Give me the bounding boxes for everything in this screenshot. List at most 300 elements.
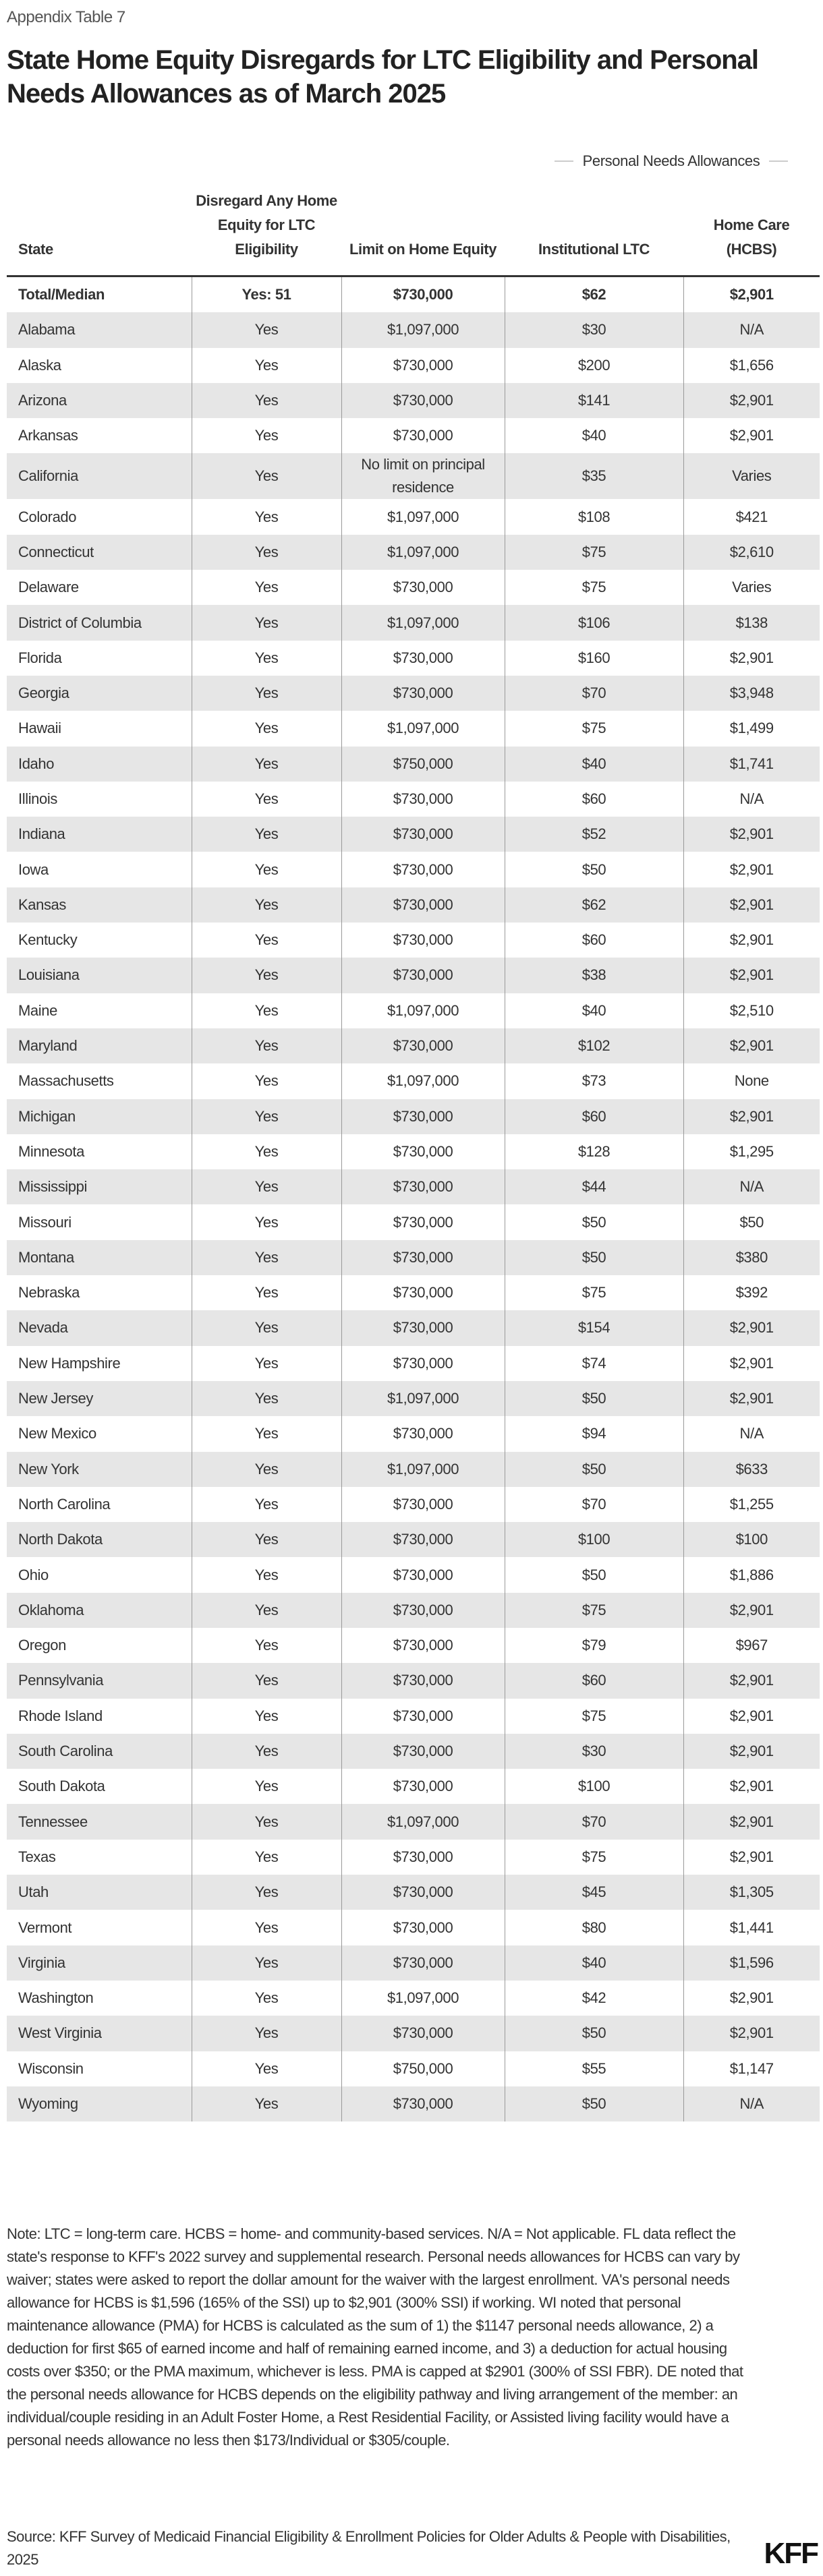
cell-state: Maryland <box>7 1028 192 1063</box>
table-row <box>7 1416 820 1451</box>
cell-limit: $730,000 <box>341 1593 505 1628</box>
cell-limit: $730,000 <box>341 1945 505 1981</box>
table-row <box>7 1945 820 1981</box>
cell-state: Arizona <box>7 383 192 418</box>
table-note: Note: LTC = long-term care. HCBS = home- and community-based services. N/A = Not applicable. FL data reflect the state's response to KFF's 2022 survey and supplemental research. Personal needs allowances for HCBS can vary by waiver; states were asked to report the dollar amount for the waiver with the largest enrollment. VA's personal needs allowance for HCBS is $1,596 (165% of the SSI) up to $2,901 (300% SSI) if working. WI noted that personal maintenance allowance (PMA) for HCBS is calculated as the sum of 1) the $1147 personal needs allowance, 2) a deduction for first $65 of earned income and half of remaining earned income, and 3) a deduction for actual housing costs over $350; or the PMA maximum, whichever is less. PMA is capped at $2901 (300% of SSI FBR). DE noted that the personal needs allowance for HCBS depends on the eligibility pathway and living arrangement of the member: an individual/couple residing in an Adult Foster Home, a Rest Residential Facility, or Assisted living facility would have a personal needs allowance no less then $173/Individual or $305/couple. <box>7 2225 743 2449</box>
cell-institutional: $75 <box>505 1699 683 1734</box>
table-row <box>7 676 820 711</box>
cell-state: Utah <box>7 1875 192 1910</box>
group-divider-right <box>769 160 788 162</box>
cell-disregard: Yes <box>192 1204 341 1239</box>
cell-limit: $730,000 <box>341 817 505 852</box>
table-row <box>7 782 820 817</box>
cell-institutional: $70 <box>505 676 683 711</box>
cell-state: Tennessee <box>7 1804 192 1839</box>
table-row <box>7 958 820 993</box>
table-row <box>7 1028 820 1063</box>
cell-disregard: Yes <box>192 887 341 923</box>
cell-home-care: N/A <box>683 1169 820 1204</box>
table-row <box>7 1310 820 1345</box>
cell-state: Nevada <box>7 1310 192 1345</box>
cell-disregard: Yes <box>192 1240 341 1275</box>
cell-institutional: $40 <box>505 747 683 782</box>
cell-home-care: $2,901 <box>683 923 820 958</box>
cell-home-care: $2,901 <box>683 383 820 418</box>
cell-limit: $1,097,000 <box>341 535 505 570</box>
cell-state: Maine <box>18 1001 57 1019</box>
cell-limit: $1,097,000 <box>341 1452 505 1487</box>
cell-institutional: $75 <box>505 570 683 605</box>
cell-home-care: $2,901 <box>683 958 820 993</box>
cell-disregard: Yes <box>192 535 341 570</box>
cell-limit: $730,000 <box>341 1416 505 1451</box>
cell-state: Pennsylvania <box>7 1663 192 1698</box>
table-row <box>7 1275 820 1310</box>
cell-institutional: $154 <box>505 1310 683 1345</box>
cell-state: Nebraska <box>18 1284 80 1301</box>
cell-home-care: $2,901 <box>683 641 820 676</box>
cell-state: Washington <box>18 1989 94 2007</box>
table-row <box>7 312 820 347</box>
cell-state: Virginia <box>7 1945 192 1981</box>
cell-limit: $730,000 <box>341 1275 505 1310</box>
cell-home-care: $138 <box>683 605 820 640</box>
cell-home-care: $633 <box>683 1452 820 1487</box>
cell-home-care: $2,901 <box>683 1099 820 1134</box>
table-row <box>7 1346 820 1381</box>
column-group-header <box>526 152 816 170</box>
cell-state: Illinois <box>18 790 57 807</box>
cell-disregard: Yes <box>192 676 341 711</box>
cell-institutional: $50 <box>505 1381 683 1416</box>
total-row <box>7 276 820 313</box>
cell-state: Wisconsin <box>18 2059 84 2077</box>
cell-home-care: $1,656 <box>683 348 820 383</box>
cell-home-care: $2,901 <box>683 1840 820 1875</box>
table-row <box>7 817 820 852</box>
cell-disregard: Yes <box>192 852 341 887</box>
cell-disregard: Yes <box>192 1910 341 1945</box>
cell-state: Georgia <box>7 676 192 711</box>
table-row <box>7 2086 820 2121</box>
cell-state: Arkansas <box>18 427 78 444</box>
cell-home-care: $1,441 <box>683 1910 820 1945</box>
table-row <box>7 418 820 453</box>
cell-institutional: $75 <box>505 1840 683 1875</box>
cell-institutional: $40 <box>505 418 683 453</box>
cell-disregard: Yes <box>192 2086 341 2121</box>
cell-state: New Hampshire <box>18 1354 121 1372</box>
cell-home-care: $1,886 <box>683 1557 820 1592</box>
cell-state: Alabama <box>7 312 192 347</box>
cell-institutional: $75 <box>505 1275 683 1310</box>
cell-disregard: Yes <box>192 1663 341 1698</box>
cell-home-care: $1,147 <box>683 2051 820 2086</box>
cell-home-care: $2,901 <box>683 1699 820 1734</box>
cell-disregard: Yes <box>192 312 341 347</box>
cell-disregard: Yes <box>192 499 341 534</box>
cell-state: Total/Median <box>18 286 105 303</box>
table-row <box>7 1804 820 1839</box>
cell-state: Missouri <box>18 1213 72 1231</box>
cell-limit: $1,097,000 <box>341 993 505 1028</box>
cell-home-care: None <box>683 1063 820 1099</box>
cell-home-care: $3,948 <box>683 676 820 711</box>
cell-state: Delaware <box>18 579 79 596</box>
cell-state: Montana <box>7 1240 192 1275</box>
cell-disregard: Yes <box>192 348 341 383</box>
cell-institutional: $40 <box>505 993 683 1028</box>
table-row <box>7 1734 820 1769</box>
cell-institutional: $102 <box>505 1028 683 1063</box>
cell-state: District of Columbia <box>7 605 192 640</box>
cell-institutional: $100 <box>505 1769 683 1804</box>
cell-home-care: $2,901 <box>683 1804 820 1839</box>
table-row <box>7 453 820 499</box>
table-row <box>7 2016 820 2051</box>
cell-state: Ohio <box>18 1566 49 1583</box>
cell-institutional: $75 <box>505 1593 683 1628</box>
cell-home-care: $2,901 <box>683 1346 820 1381</box>
cell-institutional: $75 <box>505 535 683 570</box>
cell-disregard: Yes <box>192 1099 341 1134</box>
cell-institutional: $100 <box>505 1522 683 1557</box>
cell-state: Iowa <box>18 860 49 878</box>
cell-state: Colorado <box>18 508 77 525</box>
cell-disregard: Yes <box>192 1769 341 1804</box>
cell-state: North Carolina <box>18 1495 111 1513</box>
cell-institutional: $79 <box>505 1628 683 1663</box>
cell-home-care: $2,901 <box>683 1028 820 1063</box>
cell-home-care: Varies <box>683 453 820 499</box>
cell-home-care: $2,901 <box>683 1381 820 1416</box>
cell-institutional: $200 <box>505 348 683 383</box>
cell-home-care: $1,741 <box>683 747 820 782</box>
cell-limit: $730,000 <box>341 782 505 817</box>
cell-disregard: Yes <box>192 1522 341 1557</box>
cell-disregard: Yes <box>192 1134 341 1169</box>
table-row <box>7 1134 820 1169</box>
cell-home-care: $2,901 <box>683 1769 820 1804</box>
cell-disregard: Yes: 51 <box>192 276 341 313</box>
cell-disregard: Yes <box>192 1169 341 1204</box>
table-row <box>7 747 820 782</box>
cell-institutional: $50 <box>505 1452 683 1487</box>
cell-limit: $730,000 <box>341 1875 505 1910</box>
cell-institutional: $60 <box>505 1099 683 1134</box>
cell-home-care: N/A <box>683 782 820 817</box>
cell-institutional: $108 <box>505 499 683 534</box>
cell-limit: $730,000 <box>341 276 505 313</box>
table-row <box>7 1557 820 1592</box>
cell-home-care: N/A <box>683 312 820 347</box>
table-row <box>7 383 820 418</box>
cell-institutional: $42 <box>505 1981 683 2016</box>
table-row <box>7 1240 820 1275</box>
cell-institutional: $40 <box>505 1945 683 1981</box>
cell-limit: $730,000 <box>341 887 505 923</box>
cell-home-care: $2,901 <box>683 2016 820 2051</box>
cell-institutional: $74 <box>505 1346 683 1381</box>
cell-disregard: Yes <box>192 641 341 676</box>
cell-home-care: $2,901 <box>683 418 820 453</box>
cell-institutional: $45 <box>505 1875 683 1910</box>
table-row <box>7 605 820 640</box>
cell-institutional: $50 <box>505 1204 683 1239</box>
cell-state: Oregon <box>18 1637 66 1654</box>
group-divider-left <box>555 160 573 162</box>
cell-limit: $1,097,000 <box>341 1063 505 1099</box>
cell-limit: $730,000 <box>341 1028 505 1063</box>
cell-home-care: $2,901 <box>683 1734 820 1769</box>
cell-institutional: $128 <box>505 1134 683 1169</box>
cell-home-care: $2,901 <box>683 1981 820 2016</box>
cell-state: West Virginia <box>7 2016 192 2051</box>
table-row <box>7 1593 820 1628</box>
cell-disregard: Yes <box>192 1593 341 1628</box>
cell-institutional: $30 <box>505 1734 683 1769</box>
page-title: State Home Equity Disregards for LTC Eligibility and Personal Needs Allowances as of March 2025 <box>7 45 759 109</box>
cell-institutional: $35 <box>505 453 683 499</box>
cell-limit: $730,000 <box>341 1346 505 1381</box>
cell-disregard: Yes <box>192 782 341 817</box>
cell-home-care: $1,255 <box>683 1487 820 1522</box>
data-table <box>7 189 820 2121</box>
table-row <box>7 1628 820 1663</box>
cell-institutional: $38 <box>505 958 683 993</box>
table-row <box>7 1769 820 1804</box>
cell-limit: $730,000 <box>341 1557 505 1592</box>
cell-state: Texas <box>18 1848 56 1865</box>
table-row <box>7 1487 820 1522</box>
cell-limit: $730,000 <box>341 1628 505 1663</box>
cell-state: New Mexico <box>18 1425 96 1442</box>
column-header-disregard: Disregard Any Home Equity for LTC Eligibility <box>192 189 341 276</box>
cell-state: Louisiana <box>7 958 192 993</box>
cell-institutional: $62 <box>505 887 683 923</box>
cell-institutional: $50 <box>505 1557 683 1592</box>
table-row <box>7 887 820 923</box>
cell-limit: $730,000 <box>341 348 505 383</box>
cell-limit: $730,000 <box>341 1734 505 1769</box>
table-row <box>7 1169 820 1204</box>
cell-home-care: $380 <box>683 1240 820 1275</box>
table-row <box>7 1663 820 1698</box>
cell-disregard: Yes <box>192 711 341 746</box>
cell-disregard: Yes <box>192 383 341 418</box>
cell-disregard: Yes <box>192 605 341 640</box>
cell-state: Connecticut <box>7 535 192 570</box>
table-row <box>7 1381 820 1416</box>
cell-state: Idaho <box>7 747 192 782</box>
cell-disregard: Yes <box>192 453 341 499</box>
cell-institutional: $60 <box>505 923 683 958</box>
cell-limit: $1,097,000 <box>341 711 505 746</box>
cell-institutional: $80 <box>505 1910 683 1945</box>
cell-state: Indiana <box>7 817 192 852</box>
cell-home-care: $2,901 <box>683 1663 820 1698</box>
cell-limit: $730,000 <box>341 1663 505 1698</box>
cell-disregard: Yes <box>192 1945 341 1981</box>
cell-limit: $730,000 <box>341 852 505 887</box>
cell-institutional: $50 <box>505 1240 683 1275</box>
table-row <box>7 711 820 746</box>
cell-disregard: Yes <box>192 747 341 782</box>
cell-disregard: Yes <box>192 1381 341 1416</box>
table-row <box>7 1875 820 1910</box>
cell-institutional: $52 <box>505 817 683 852</box>
cell-state: Oklahoma <box>7 1593 192 1628</box>
cell-limit: $730,000 <box>341 418 505 453</box>
cell-institutional: $160 <box>505 641 683 676</box>
table-source: Source: KFF Survey of Medicaid Financial Eligibility & Enrollment Policies for Older Adults & People with Disabilities, 2025 <box>7 2528 731 2568</box>
cell-limit: $1,097,000 <box>341 1381 505 1416</box>
cell-state: North Dakota <box>7 1522 192 1557</box>
cell-state: New Jersey <box>7 1381 192 1416</box>
appendix-label: Appendix Table 7 <box>7 8 125 26</box>
cell-disregard: Yes <box>192 817 341 852</box>
table-header-row <box>7 189 820 276</box>
column-header-home-care: Home Care (HCBS) <box>683 189 820 276</box>
cell-limit: $1,097,000 <box>341 1981 505 2016</box>
cell-state: Minnesota <box>18 1142 84 1160</box>
cell-institutional: $141 <box>505 383 683 418</box>
cell-disregard: Yes <box>192 1734 341 1769</box>
cell-disregard: Yes <box>192 570 341 605</box>
cell-home-care: $1,596 <box>683 1945 820 1981</box>
cell-limit: $730,000 <box>341 1169 505 1204</box>
cell-disregard: Yes <box>192 1416 341 1451</box>
cell-home-care: N/A <box>683 1416 820 1451</box>
cell-limit: $750,000 <box>341 2051 505 2086</box>
cell-home-care: $2,901 <box>683 276 820 313</box>
table-row <box>7 499 820 534</box>
cell-limit: No limit on principal residence <box>341 453 505 499</box>
cell-home-care: $421 <box>683 499 820 534</box>
cell-limit: $1,097,000 <box>341 312 505 347</box>
cell-state: Michigan <box>7 1099 192 1134</box>
cell-limit: $730,000 <box>341 1522 505 1557</box>
group-label: Personal Needs Allowances <box>582 152 760 169</box>
cell-home-care: $50 <box>683 1204 820 1239</box>
column-header-institutional: Institutional LTC <box>505 189 683 276</box>
cell-disregard: Yes <box>192 923 341 958</box>
cell-disregard: Yes <box>192 1346 341 1381</box>
cell-disregard: Yes <box>192 1452 341 1487</box>
cell-state: Vermont <box>18 1919 72 1936</box>
table-row <box>7 1063 820 1099</box>
table-row <box>7 1981 820 2016</box>
cell-limit: $750,000 <box>341 747 505 782</box>
cell-limit: $730,000 <box>341 1910 505 1945</box>
cell-limit: $730,000 <box>341 1310 505 1345</box>
cell-limit: $730,000 <box>341 1699 505 1734</box>
cell-home-care: $100 <box>683 1522 820 1557</box>
cell-state: South Carolina <box>7 1734 192 1769</box>
cell-institutional: $30 <box>505 312 683 347</box>
cell-disregard: Yes <box>192 1628 341 1663</box>
cell-limit: $730,000 <box>341 923 505 958</box>
cell-state: Hawaii <box>18 720 61 737</box>
cell-limit: $730,000 <box>341 570 505 605</box>
cell-state: Alaska <box>18 356 61 374</box>
cell-disregard: Yes <box>192 1699 341 1734</box>
cell-disregard: Yes <box>192 1875 341 1910</box>
cell-disregard: Yes <box>192 1063 341 1099</box>
cell-home-care: $2,510 <box>683 993 820 1028</box>
column-header-limit: Limit on Home Equity <box>341 189 505 276</box>
cell-home-care: $2,901 <box>683 817 820 852</box>
cell-disregard: Yes <box>192 1310 341 1345</box>
cell-institutional: $60 <box>505 782 683 817</box>
table-row <box>7 348 820 383</box>
cell-home-care: $2,901 <box>683 1310 820 1345</box>
cell-institutional: $70 <box>505 1487 683 1522</box>
cell-institutional: $94 <box>505 1416 683 1451</box>
cell-disregard: Yes <box>192 1557 341 1592</box>
cell-state: California <box>7 453 192 499</box>
cell-limit: $730,000 <box>341 383 505 418</box>
cell-disregard: Yes <box>192 1981 341 2016</box>
cell-institutional: $50 <box>505 2016 683 2051</box>
table-row <box>7 923 820 958</box>
cell-limit: $730,000 <box>341 958 505 993</box>
cell-institutional: $62 <box>505 276 683 313</box>
cell-institutional: $73 <box>505 1063 683 1099</box>
cell-limit: $730,000 <box>341 2016 505 2051</box>
column-header-state: State <box>7 189 192 276</box>
cell-home-care: $1,295 <box>683 1134 820 1169</box>
cell-disregard: Yes <box>192 993 341 1028</box>
table-row <box>7 1452 820 1487</box>
cell-home-care: $2,901 <box>683 887 820 923</box>
cell-limit: $730,000 <box>341 1134 505 1169</box>
cell-limit: $730,000 <box>341 2086 505 2121</box>
cell-institutional: $106 <box>505 605 683 640</box>
cell-home-care: $967 <box>683 1628 820 1663</box>
cell-home-care: $2,610 <box>683 535 820 570</box>
cell-institutional: $55 <box>505 2051 683 2086</box>
cell-institutional: $50 <box>505 852 683 887</box>
cell-limit: $730,000 <box>341 1487 505 1522</box>
cell-disregard: Yes <box>192 418 341 453</box>
cell-home-care: $2,901 <box>683 852 820 887</box>
cell-disregard: Yes <box>192 958 341 993</box>
kff-logo: KFF <box>764 2537 818 2570</box>
cell-state: Mississippi <box>7 1169 192 1204</box>
cell-home-care: $1,499 <box>683 711 820 746</box>
cell-home-care: Varies <box>683 570 820 605</box>
cell-institutional: $70 <box>505 1804 683 1839</box>
table-row <box>7 1204 820 1239</box>
table-row <box>7 993 820 1028</box>
table-row <box>7 535 820 570</box>
cell-limit: $730,000 <box>341 1099 505 1134</box>
cell-institutional: $60 <box>505 1663 683 1698</box>
cell-home-care: $392 <box>683 1275 820 1310</box>
cell-institutional: $50 <box>505 2086 683 2121</box>
table-row <box>7 1522 820 1557</box>
cell-limit: $730,000 <box>341 676 505 711</box>
table-row <box>7 641 820 676</box>
table-row <box>7 1099 820 1134</box>
cell-limit: $730,000 <box>341 1769 505 1804</box>
cell-limit: $1,097,000 <box>341 1804 505 1839</box>
cell-limit: $730,000 <box>341 1204 505 1239</box>
cell-state: South Dakota <box>18 1778 105 1795</box>
cell-limit: $1,097,000 <box>341 499 505 534</box>
cell-state: Wyoming <box>7 2086 192 2121</box>
